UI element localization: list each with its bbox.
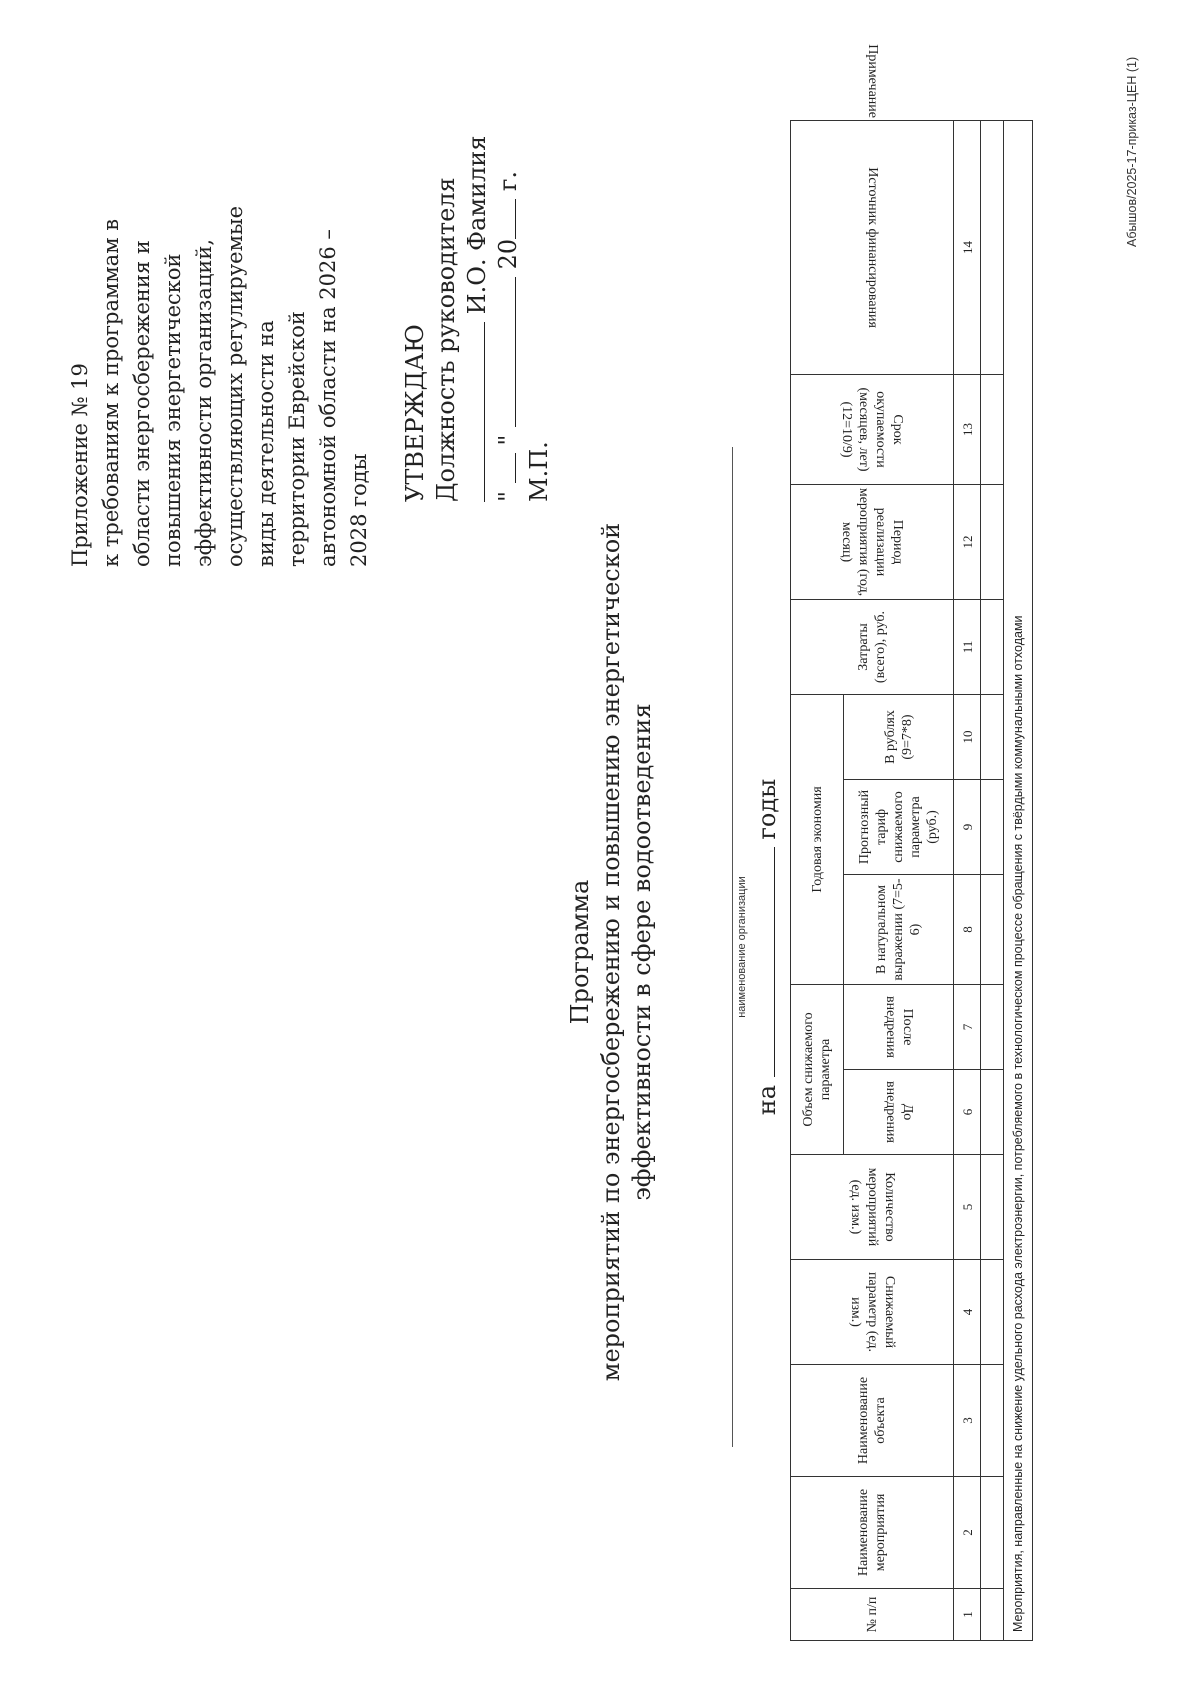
header-cell: Наименование мероприятия	[791, 1477, 954, 1589]
header-text: Период реализации мероприятия (год, месяц)	[839, 487, 905, 597]
empty-row	[981, 121, 1004, 1641]
title-line-3: эффективности в сфере водоотведения	[628, 703, 656, 1201]
column-number: 8	[954, 875, 981, 985]
annex-line: виды деятельности на	[254, 320, 278, 567]
organization-line	[732, 447, 733, 1447]
position-label: Должность руководителя	[432, 177, 460, 502]
column-number: 9	[954, 780, 981, 875]
program-title	[565, 377, 658, 1527]
section-row	[1004, 121, 1033, 1641]
header-text: Количество мероприятий (ед. изм.)	[847, 1167, 897, 1247]
signature-line	[462, 322, 485, 502]
header-cell: В натуральном выражении (7=5-6)	[844, 875, 954, 985]
header-cell: В рублях (9=7*8)	[844, 695, 954, 780]
header-cell	[791, 1155, 954, 1260]
title-line-2: мероприятий по энергосбережению и повышению энергетической	[597, 522, 625, 1382]
header-row-1	[791, 121, 844, 1641]
header-cell: Прогнозный тариф снижаемого параметра (руб.)	[844, 780, 954, 875]
approval-block	[400, 82, 555, 502]
column-number: 11	[954, 600, 981, 695]
column-number: 4	[954, 1260, 981, 1365]
signer-name: И.О. Фамилия	[463, 135, 491, 315]
month-blank	[495, 277, 516, 427]
column-number: 14	[954, 121, 981, 375]
column-number: 3	[954, 1365, 981, 1477]
year-blank	[495, 199, 516, 239]
annex-line: территории Еврейской	[285, 311, 309, 567]
header-text: Примечание	[864, 44, 880, 118]
years-line	[752, 197, 781, 1697]
header-cell	[791, 485, 954, 600]
column-number: 5	[954, 1155, 981, 1260]
annex-line: 2028 годы	[347, 453, 371, 567]
header-cell: Затраты (всего), руб.	[791, 600, 954, 695]
header-cell	[844, 985, 954, 1070]
stamp-label: М.П.	[525, 441, 553, 502]
header-text: После внедрения	[882, 996, 915, 1058]
day-blank	[495, 453, 516, 483]
header-cell: Объем снижаемого параметра	[791, 985, 844, 1155]
column-number: 12	[954, 485, 981, 600]
approve-heading: УТВЕРЖДАЮ	[401, 324, 429, 502]
header-text: Источник финансирования	[864, 167, 880, 328]
header-cell: Наименование объекта	[791, 1365, 954, 1477]
year-prefix: 20	[494, 238, 522, 270]
quote-open: "	[494, 490, 522, 502]
na-label: на	[753, 1084, 781, 1116]
header-cell: Годовая экономия	[791, 695, 844, 985]
column-number: 6	[954, 1070, 981, 1155]
header-cell	[791, 1260, 954, 1365]
years-label: годы	[753, 778, 781, 840]
header-text: Снижаемый параметр (ед. изм.)	[847, 1271, 897, 1353]
annex-line: автономной области на 2026 –	[316, 229, 340, 567]
column-number: 7	[954, 985, 981, 1070]
year-suffix: г.	[494, 170, 522, 192]
annex-block	[65, 87, 375, 567]
header-text: Срок окупаемости (месяцев, лет) (12=10/9)	[839, 387, 905, 472]
annex-line: эффективности организаций,	[192, 238, 216, 567]
column-number: 13	[954, 375, 981, 485]
program-table	[790, 44, 1033, 1641]
title-line-1: Программа	[566, 879, 594, 1025]
section-title: Мероприятия, направленные на снижение удельного расхода электроэнергии, потребляемого в технологическом процессе обращения с твёрдыми коммунальными отходами	[1004, 121, 1033, 1641]
header-cell: № п/п	[791, 1589, 954, 1641]
header-text: До внедрения	[882, 1081, 915, 1143]
document-reference: Абышов/2025-17-приказ-ЦЕН (1)	[1125, 56, 1139, 247]
quote-close: "	[494, 434, 522, 446]
column-number-row	[954, 121, 981, 1641]
header-cell	[844, 1070, 954, 1155]
header-cell	[791, 375, 954, 485]
column-number: 2	[954, 1477, 981, 1589]
program-table-wrap	[790, 44, 1033, 1641]
annex-line: области энергосбережения и	[130, 240, 154, 567]
column-number: 1	[954, 1589, 981, 1641]
annex-line: к требованиям к программам в	[99, 218, 123, 567]
organization-caption: наименование организации	[736, 876, 748, 1018]
annex-line: Приложение № 19	[68, 363, 92, 567]
years-blank	[752, 847, 775, 1077]
column-number: 10	[954, 695, 981, 780]
header-cell	[791, 121, 954, 375]
annex-line: осуществляющих регулируемые	[223, 205, 247, 567]
annex-line: повышения энергетической	[161, 253, 185, 567]
